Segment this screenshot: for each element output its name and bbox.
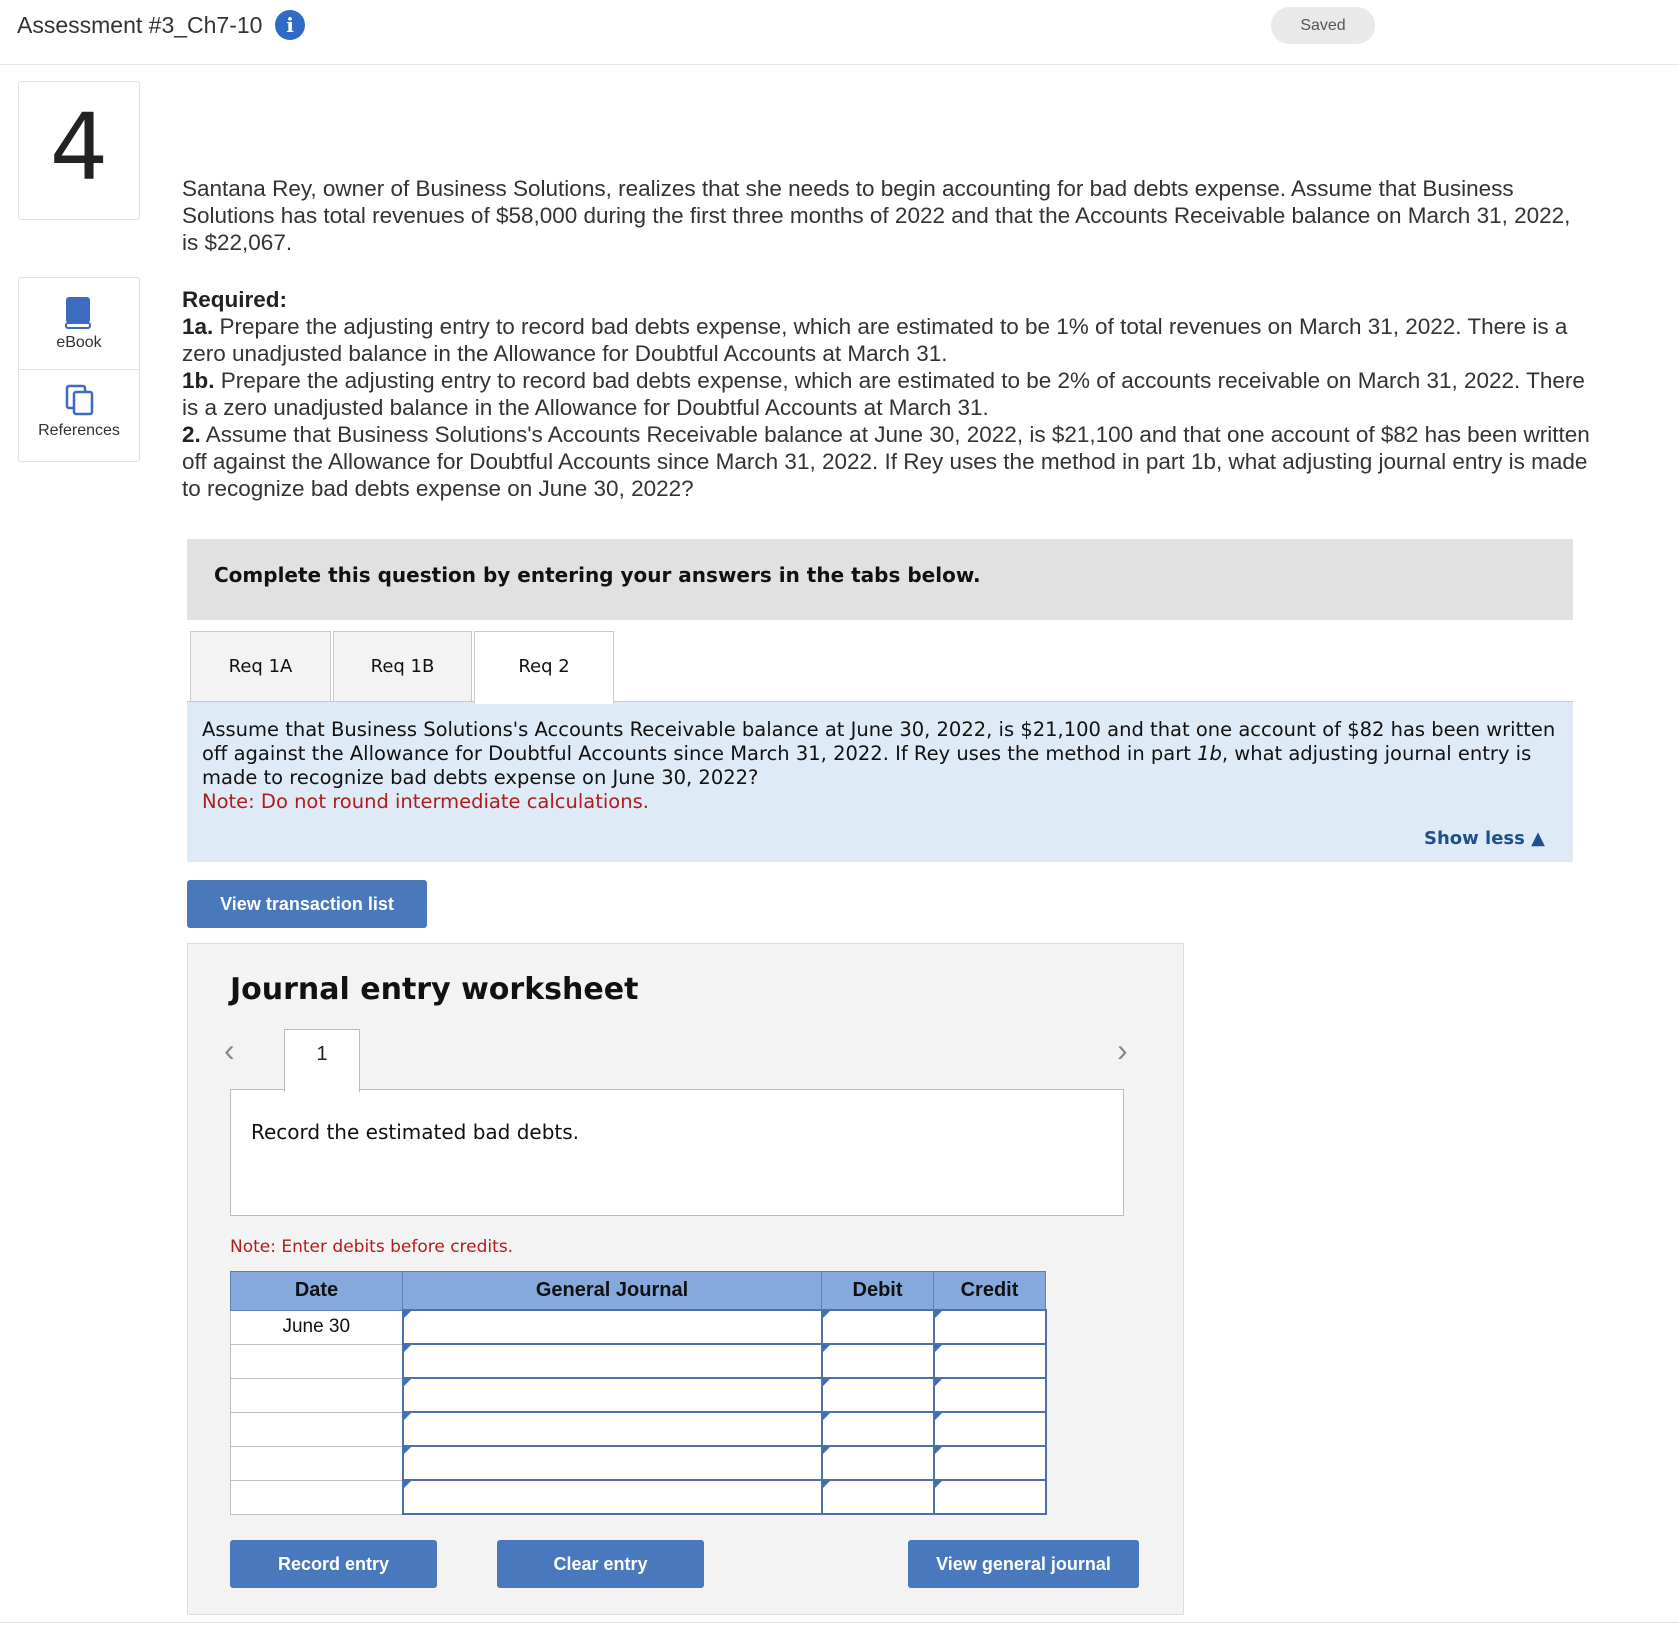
table-row	[231, 1480, 1046, 1514]
requirement-1a: 1a. Prepare the adjusting entry to record bad debts expense, which are estimated to be 1% of total revenues on March 31, 2022. There is a zero unadjusted balance in the Allowance for Doubtful Accounts at March 31.	[182, 314, 1568, 366]
requirement-1b: 1b. Prepare the adjusting entry to record bad debts expense, which are estimated to be 2% of accounts receivable on March 31, 2022. There is a zero unadjusted balance in the Allowance for Doubtful Accounts at March 31.	[182, 368, 1585, 420]
debit-input[interactable]	[822, 1310, 934, 1344]
question-number: 4	[49, 94, 109, 201]
ebook-label: eBook	[56, 334, 102, 351]
credit-input[interactable]	[934, 1480, 1046, 1514]
documents-icon	[65, 384, 95, 416]
account-input[interactable]	[403, 1310, 822, 1344]
credit-input[interactable]	[934, 1378, 1046, 1412]
required-label: Required:	[182, 287, 288, 312]
column-debit: Debit	[822, 1272, 934, 1311]
view-transaction-list-button[interactable]: View transaction list	[187, 880, 427, 928]
date-cell	[231, 1480, 403, 1514]
journal-table	[230, 1271, 1047, 1515]
chevron-left-icon[interactable]: ‹	[224, 1032, 235, 1068]
rounding-note: Note: Do not round intermediate calculations.	[202, 790, 649, 813]
journal-entry-worksheet	[187, 943, 1184, 1615]
entry-description: Record the estimated bad debts.	[251, 1120, 580, 1144]
instruction-text: Complete this question by entering your answers in the tabs below.	[214, 563, 981, 587]
tab-req-2[interactable]: Req 2	[474, 631, 614, 704]
view-general-journal-button[interactable]: View general journal	[908, 1540, 1139, 1588]
account-input[interactable]	[403, 1480, 822, 1514]
book-icon	[64, 296, 94, 330]
ebook-link[interactable]	[19, 278, 139, 370]
question-number-box	[18, 81, 140, 220]
debit-input[interactable]	[822, 1344, 934, 1378]
debits-note: Note: Enter debits before credits.	[230, 1237, 514, 1257]
footer-divider	[0, 1622, 1679, 1623]
resources-panel	[18, 277, 140, 462]
references-label: References	[38, 422, 120, 439]
column-date: Date	[231, 1272, 403, 1311]
info-icon[interactable]: i	[275, 10, 305, 40]
account-input[interactable]	[403, 1344, 822, 1378]
required-section	[182, 286, 1592, 502]
debit-input[interactable]	[822, 1480, 934, 1514]
date-cell	[231, 1446, 403, 1480]
credit-input[interactable]	[934, 1344, 1046, 1378]
record-entry-button[interactable]: Record entry	[230, 1540, 437, 1588]
entry-description-box	[230, 1089, 1124, 1216]
credit-input[interactable]	[934, 1412, 1046, 1446]
debit-input[interactable]	[822, 1378, 934, 1412]
chevron-right-icon[interactable]: ›	[1117, 1032, 1128, 1068]
date-cell	[231, 1378, 403, 1412]
question-text: Assume that Business Solutions's Accounts Receivable balance at June 30, 2022, is $21,100 and that one account of $82 has been written off against the Allowance for Doubtful Accounts since March 31, 2022. If Rey uses the method in part 1b, what adjusting journal entry is made to recognize bad debts expense on June 30, 2022? Note: Do not round intermediate calculations.	[202, 718, 1556, 813]
problem-intro: Santana Rey, owner of Business Solutions, realizes that she needs to begin accounting for bad debts expense. Assume that Business Solutions has total revenues of $58,000 during the first three months of 2022 and that the Accounts Receivable balance on March 31, 2022, is $22,067.	[182, 176, 1571, 255]
table-row	[231, 1310, 1046, 1344]
show-less-link[interactable]: Show less ▲	[1424, 828, 1545, 849]
debit-input[interactable]	[822, 1412, 934, 1446]
column-credit: Credit	[934, 1272, 1046, 1311]
worksheet-title: Journal entry worksheet	[230, 972, 639, 1007]
credit-input[interactable]	[934, 1310, 1046, 1344]
tab-req-1a[interactable]: Req 1A	[190, 631, 331, 703]
credit-input[interactable]	[934, 1446, 1046, 1480]
debit-input[interactable]	[822, 1446, 934, 1480]
journal-table-header	[231, 1272, 1046, 1311]
question-panel	[187, 702, 1573, 862]
table-row	[231, 1344, 1046, 1378]
account-input[interactable]	[403, 1378, 822, 1412]
tab-req-1b[interactable]: Req 1B	[333, 631, 472, 703]
column-general-journal: General Journal	[403, 1272, 822, 1311]
date-cell: June 30	[231, 1310, 403, 1344]
clear-entry-button[interactable]: Clear entry	[497, 1540, 704, 1588]
table-row	[231, 1378, 1046, 1412]
saved-status-badge: Saved	[1271, 7, 1375, 44]
table-row	[231, 1412, 1046, 1446]
references-link[interactable]	[19, 370, 139, 461]
requirement-2: 2. Assume that Business Solutions's Accounts Receivable balance at June 30, 2022, is $21,100 and that one account of $82 has been written off against the Allowance for Doubtful Accounts since March 31, 2022. If Rey uses the method in part 1b, what adjusting journal entry is made to recognize bad debts expense on June 30, 2022?	[182, 422, 1590, 501]
date-cell	[231, 1344, 403, 1378]
account-input[interactable]	[403, 1412, 822, 1446]
instruction-banner	[187, 539, 1573, 620]
assessment-title: Assessment #3_Ch7-10	[17, 12, 263, 38]
date-cell	[231, 1412, 403, 1446]
top-header	[0, 0, 1679, 65]
entry-tab-1[interactable]: 1	[284, 1029, 360, 1092]
table-row	[231, 1446, 1046, 1480]
account-input[interactable]	[403, 1446, 822, 1480]
